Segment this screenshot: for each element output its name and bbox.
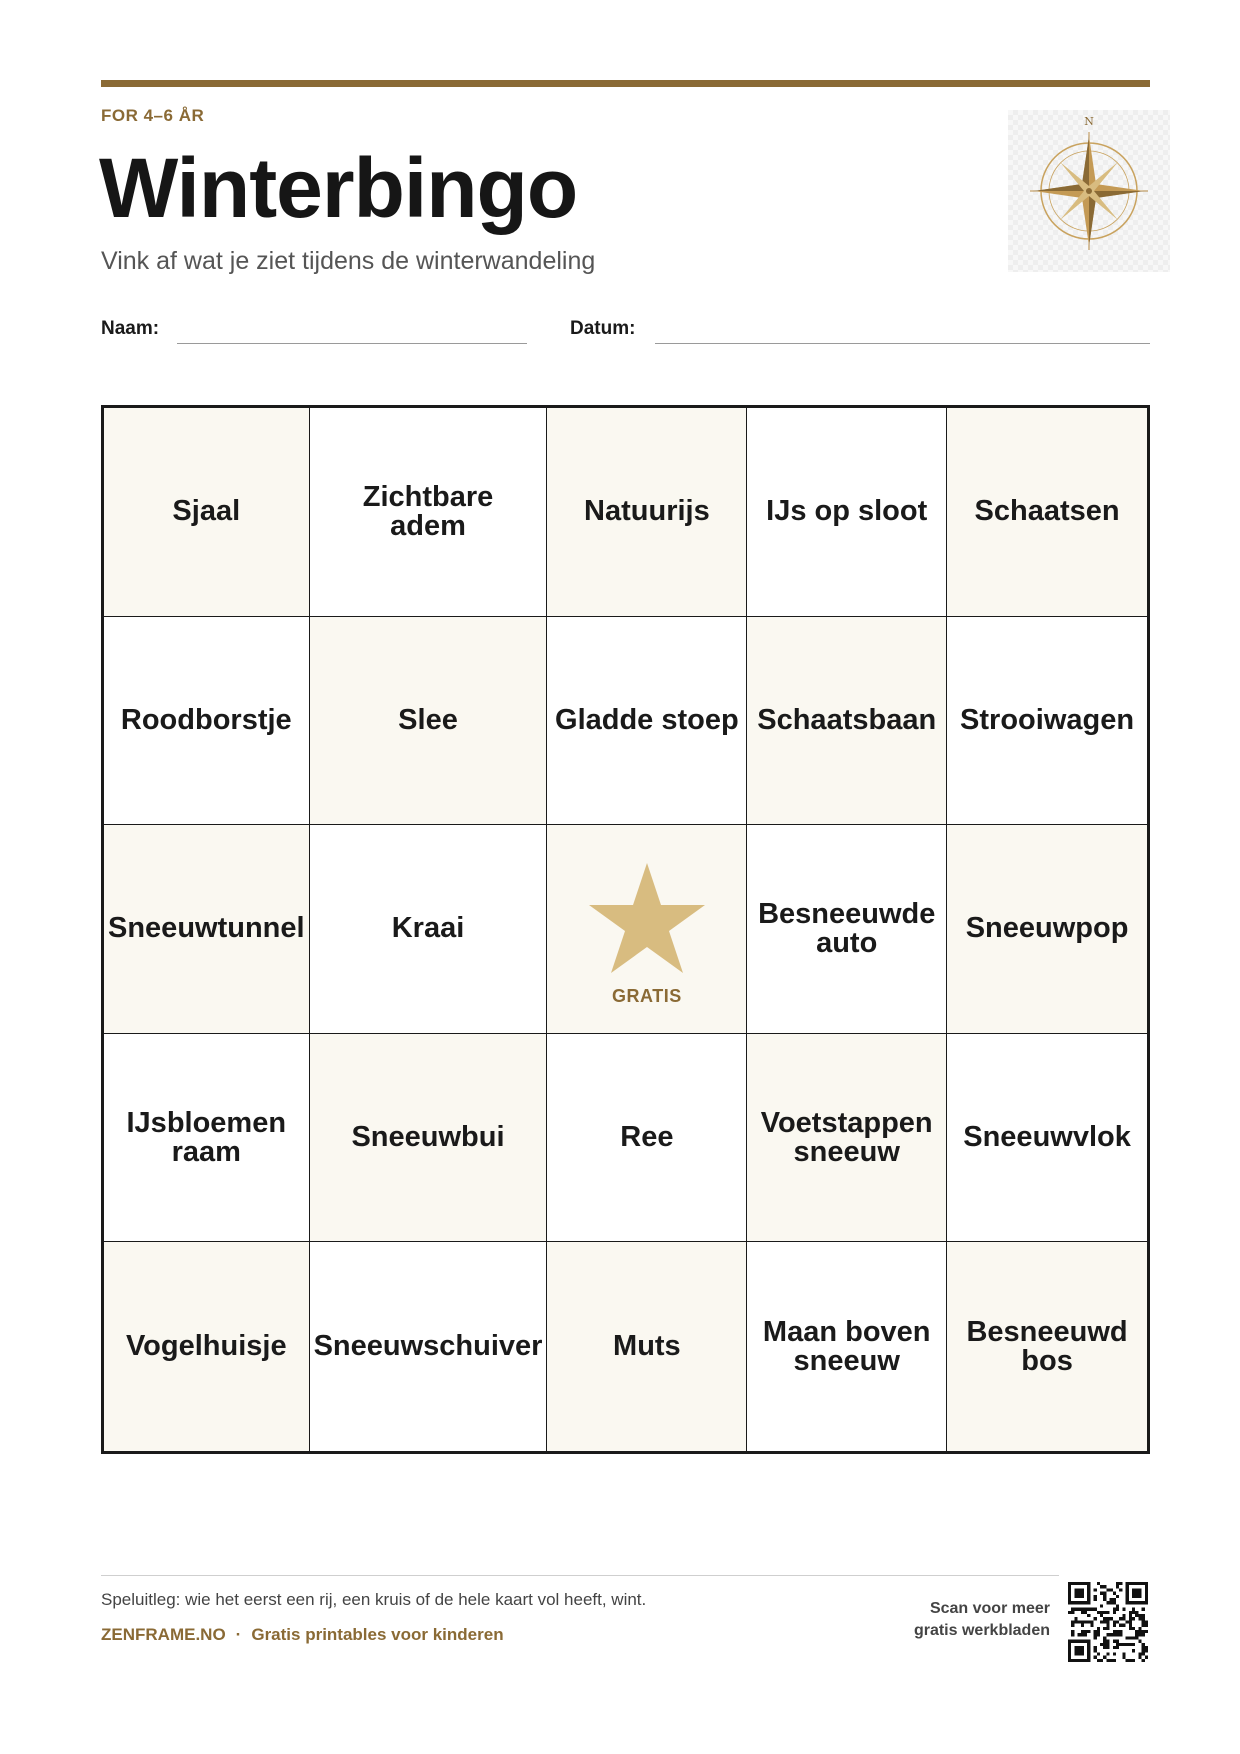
name-field[interactable]: [177, 343, 527, 344]
bingo-cell[interactable]: [547, 1034, 747, 1243]
game-rules: Speluitleg: wie het eerst een rij, een kruis of de hele kaart vol heeft, wint.: [101, 1590, 647, 1609]
date-field[interactable]: [655, 343, 1150, 344]
bingo-cell[interactable]: [947, 1034, 1147, 1243]
page-title: Winterbingo: [99, 141, 578, 235]
bingo-cell[interactable]: [310, 408, 548, 617]
bingo-cell[interactable]: [104, 1242, 310, 1451]
free-label: GRATIS: [612, 985, 682, 1006]
date-label: Datum:: [570, 318, 636, 339]
bingo-cell-label: Sneeuwtunnel: [108, 912, 305, 945]
bingo-cell-label: Strooiwagen: [960, 703, 1135, 736]
bingo-cell-label: Slee: [398, 703, 458, 736]
bingo-cell[interactable]: [310, 1034, 548, 1243]
bingo-cell-label: Ree: [620, 1121, 674, 1154]
bingo-cell-label: Voetstappen sneeuw: [760, 1106, 933, 1168]
bingo-cell-label: Schaatsbaan: [757, 703, 937, 736]
bingo-cell-label: Sjaal: [172, 495, 241, 528]
age-label: FOR 4–6 ÅR: [101, 106, 205, 125]
bingo-cell[interactable]: [547, 408, 747, 617]
scan-text: Scan voor meer gratis werkbladen: [913, 1600, 1050, 1639]
bingo-cell[interactable]: [547, 617, 747, 826]
bingo-cell[interactable]: [104, 617, 310, 826]
bingo-cell[interactable]: [310, 825, 548, 1034]
page-subtitle: Vink af wat je ziet tijdens de winterwandeling: [101, 247, 596, 275]
bingo-cell[interactable]: [310, 617, 548, 826]
bingo-board: [101, 405, 1150, 1454]
brand-name: ZENFRAME.NO: [101, 1625, 226, 1644]
bingo-cell-label: Vogelhuisje: [125, 1330, 287, 1363]
bingo-cell[interactable]: [104, 1034, 310, 1243]
bingo-cell-label: Natuurijs: [584, 495, 710, 528]
bingo-cell[interactable]: [947, 617, 1147, 826]
bingo-cell[interactable]: [747, 617, 947, 826]
bingo-cell[interactable]: [747, 825, 947, 1034]
bingo-cell-label: Schaatsen: [974, 495, 1120, 528]
name-label: Naam:: [101, 318, 160, 339]
bingo-cell-label: Sneeuwpop: [965, 912, 1129, 945]
bingo-cell[interactable]: [104, 408, 310, 617]
bingo-cell[interactable]: [747, 1034, 947, 1243]
brand-separator: ·: [235, 1625, 242, 1644]
bingo-cell[interactable]: [747, 1242, 947, 1451]
compass-north-label: N: [1084, 115, 1094, 128]
top-rule: [101, 80, 1150, 87]
bingo-cell[interactable]: [547, 1242, 747, 1451]
bingo-cell-label: Besneeuwd bos: [966, 1315, 1128, 1377]
bingo-cell-label: Maan boven sneeuw: [762, 1315, 931, 1377]
bingo-cell-free[interactable]: [547, 825, 747, 1034]
star-icon: [585, 859, 709, 977]
bingo-cell-label: Sneeuwvlok: [963, 1121, 1131, 1154]
bingo-cell-label: Kraai: [391, 912, 465, 945]
compass-icon: [1008, 110, 1170, 272]
bingo-cell[interactable]: [747, 408, 947, 617]
bingo-cell[interactable]: [104, 825, 310, 1034]
bingo-cell-label: Besneeuwde auto: [758, 897, 936, 959]
bingo-cell-label: Sneeuwschuiver: [313, 1330, 543, 1363]
footer-brand: [101, 1625, 504, 1645]
brand-tagline: Gratis printables voor kinderen: [251, 1625, 504, 1644]
bingo-cell-label: Gladde stoep: [555, 703, 739, 736]
bingo-cell[interactable]: [947, 408, 1147, 617]
bingo-cell-label: Zichtbare adem: [362, 480, 494, 542]
qr-code-icon[interactable]: [1068, 1582, 1148, 1662]
bingo-cell[interactable]: [947, 825, 1147, 1034]
bingo-cell-label: IJsbloemen raam: [126, 1106, 287, 1168]
bingo-cell[interactable]: [947, 1242, 1147, 1451]
bingo-cell-label: Muts: [613, 1330, 681, 1363]
bingo-cell-label: Roodborstje: [120, 703, 292, 736]
bingo-cell[interactable]: [310, 1242, 548, 1451]
bingo-cell-label: IJs op sloot: [766, 495, 928, 528]
footer-rule: [101, 1575, 1059, 1576]
bingo-cell-label: Sneeuwbui: [351, 1121, 505, 1154]
